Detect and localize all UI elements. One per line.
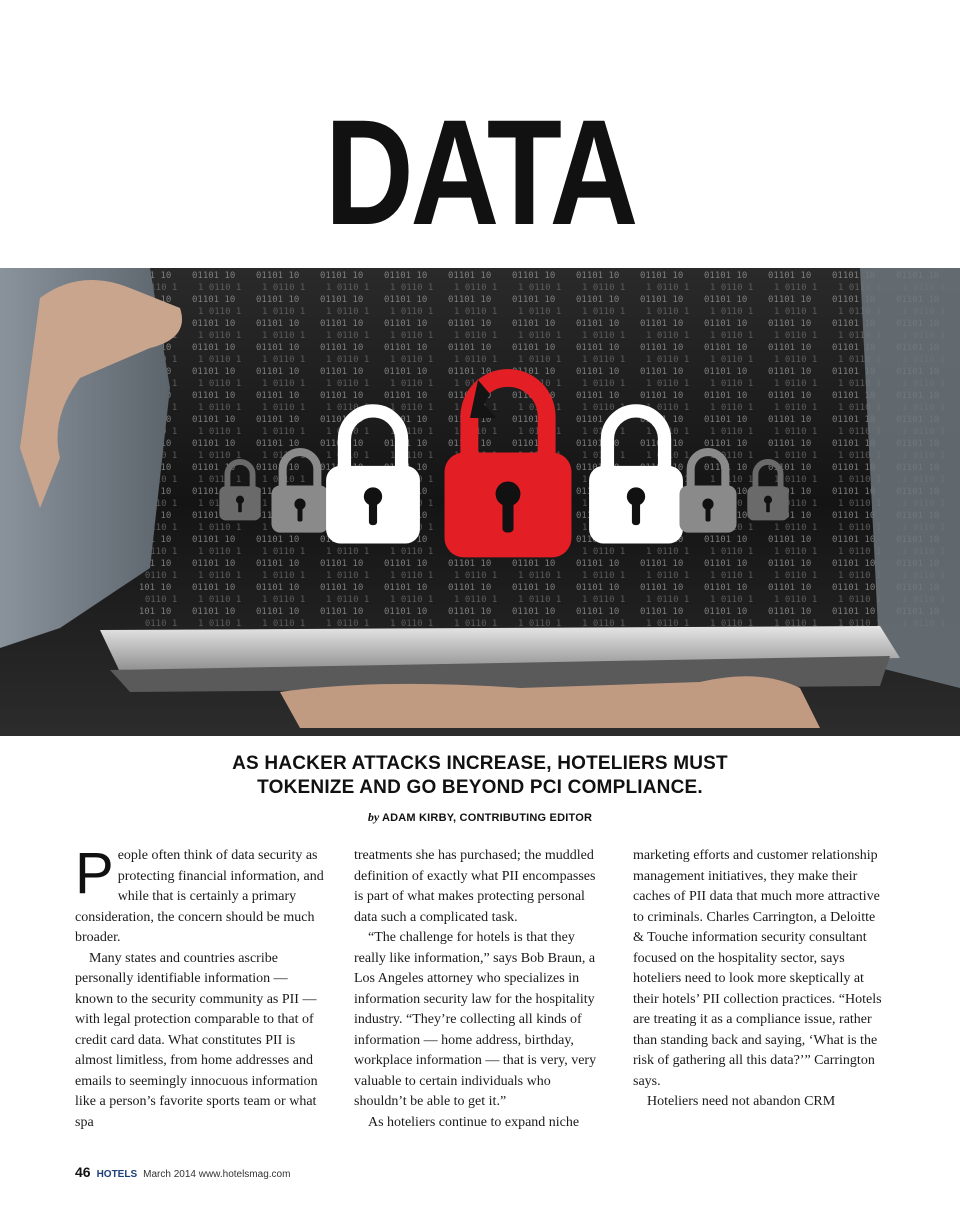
hero-image <box>0 268 960 736</box>
deck-line-1: AS HACKER ATTACKS INCREASE, HOTELIERS MUST <box>232 753 728 774</box>
article-column-3 <box>633 846 883 1113</box>
headline-part-data: DATA <box>324 88 636 256</box>
paragraph: treatments she has purchased; the muddled definition of exactly what PII encompasses is part of what makes protecting personal data such a complicated task. <box>354 848 596 925</box>
article-column-2 <box>354 846 604 1133</box>
deck-line-2: TOKENIZE AND GO BEYOND PCI COMPLIANCE. <box>257 777 703 798</box>
paragraph: Hoteliers need not abandon CRM <box>647 1094 836 1109</box>
byline-author: ADAM KIRBY, CONTRIBUTING EDITOR <box>381 812 593 824</box>
headline <box>86 82 873 262</box>
tablet-padlocks-illustration <box>0 268 960 736</box>
paragraph: “The challenge for hotels is that they really like information,” says Bob Braun, a Los Angeles attorney who specializes in information security law for the hospitality industry. “They’re collecting all kinds of information — home address, birthday, workplace information — that is very, very valuable to certain individuals who shouldn’t be able to get it.” <box>354 930 597 1109</box>
drop-cap: P <box>75 841 114 906</box>
byline <box>0 810 960 825</box>
article-column-1 <box>75 841 325 1133</box>
issue-date: March 2014 <box>143 1169 196 1180</box>
paragraph: marketing efforts and customer relationship management initiatives, they make their caches of PII data that much more attractive to criminals. Charles Carrington, a Deloitte & Touche information security consultant focused on the hospitality sector, says hoteliers need to look more skeptically at their hotels’ PII collection practices. “Hotels are treating it as a compliance issue, rather than standing back and saying, ‘What is the risk of gathering all this data?’” Carrington says. <box>633 848 882 1089</box>
page-number: 46 <box>75 1164 91 1180</box>
byline-by: by <box>367 810 380 824</box>
magazine-name: HOTELS <box>96 1169 138 1180</box>
deck <box>120 752 840 800</box>
paragraph: Many states and countries ascribe personally identifiable information — known to the security community as PII — with legal protection comparable to that of credit card data. What constitutes PII is almost limitless, from home addresses and emails to seemingly innocuous information like a person’s favorite sports team or what spa <box>75 950 318 1130</box>
folio <box>75 1164 290 1180</box>
paragraph-text: eople often think of data security as protecting financial information, and while that is certainly a primary consideration, the concern should be much broader. <box>75 848 324 945</box>
magazine-url: www.hotelsmag.com <box>198 1169 291 1180</box>
paragraph <box>75 841 325 949</box>
paragraph: As hoteliers continue to expand niche <box>368 1114 580 1130</box>
